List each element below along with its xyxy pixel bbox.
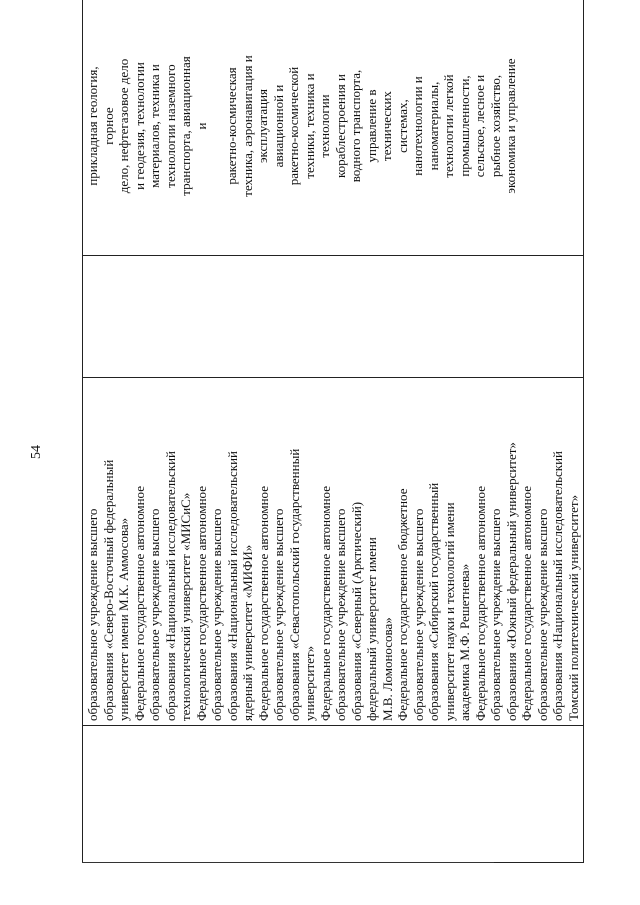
document-table-frame <box>82 33 581 863</box>
specialty-line: кораблестроения и <box>332 74 348 178</box>
specialty-line: технологии <box>317 94 332 158</box>
institution-line: образовательное учреждение высшего <box>271 508 286 721</box>
institution-line: образовательное учреждение высшего <box>147 508 162 721</box>
institution-line: Федеральное государственное автономное <box>472 486 488 721</box>
specialty-line: техники, техника и <box>301 73 317 179</box>
specialty-line: и геодезия, технологии <box>131 62 147 190</box>
specialty-line: экономика и управление <box>503 58 518 194</box>
institution-line: образования «Национальный исследовательский <box>550 450 565 721</box>
specialty-line: авиационной и <box>270 84 286 168</box>
institution-line: образовательное учреждение высшего <box>488 508 503 721</box>
specialty-line: прикладная геология, <box>85 66 100 186</box>
specialty-line: техника, аэронавигация и <box>239 55 255 197</box>
table-cell-specialties <box>83 0 584 256</box>
bottom-rule <box>82 862 494 863</box>
specialty-line: сельское, лесное и <box>472 74 487 178</box>
specialty-line: технологии легкой <box>441 74 456 178</box>
specialty-line: горное <box>100 107 116 145</box>
institution-line: университет» <box>302 645 317 721</box>
institution-line: М.В. Ломоносова» <box>379 617 395 721</box>
institution-line: Федеральное государственное автономное <box>519 486 534 721</box>
institution-line: образования «Северный (Арктический) <box>348 501 364 721</box>
institution-line: образования «Национальный исследовательский <box>162 450 178 721</box>
institution-line: Федеральное государственное автономное <box>255 486 271 721</box>
institution-line: образовательное учреждение высшего <box>534 508 550 721</box>
specialty-line: материалов, техника и <box>147 64 162 188</box>
specialty-line: наноматериалы, <box>425 81 441 171</box>
specialty-line: ракетно-космическая <box>224 67 239 185</box>
institution-line: академика М.Ф. Решетнева» <box>457 563 472 721</box>
institution-line: Федеральное государственное бюджетное <box>395 488 410 721</box>
specialty-line: технических <box>379 91 394 161</box>
institution-line: федеральный университет имени <box>364 537 379 721</box>
institution-line: образовательное учреждение высшего <box>209 508 224 721</box>
specialty-line: и <box>193 122 209 130</box>
institution-line: образования «Севастопольский государственный <box>286 448 302 721</box>
specialty-line: управление в <box>363 89 379 163</box>
specialty-line: дело, нефтегазовое дело <box>116 58 131 194</box>
specialty-line: промышленности, <box>456 75 472 177</box>
institution-line: образования «Национальный исследовательский <box>224 450 240 721</box>
institution-line: университет науки и технологий имени <box>441 502 457 721</box>
table-row <box>83 0 584 863</box>
institution-line: Томский политехнический университет» <box>565 494 581 721</box>
institution-line: образовательное учреждение высшего <box>333 508 348 721</box>
institution-line: образовательное учреждение высшего <box>85 508 100 721</box>
table-cell-empty-middle <box>83 256 584 378</box>
institution-line: технологический университет «МИСиС» <box>178 492 193 721</box>
specialty-line: эксплуатация <box>255 88 270 164</box>
specialty-line: транспорта, авиационная <box>178 56 193 196</box>
institution-line: Федеральное государственное автономное <box>193 486 209 721</box>
table-cell-institutions <box>83 378 584 726</box>
specialty-line: водного транспорта, <box>348 69 363 183</box>
specialty-line: нанотехнологии и <box>410 76 425 176</box>
specialty-line: технологии наземного <box>162 64 178 188</box>
institution-line: университет имени М.К. Аммосова» <box>116 517 131 721</box>
document-table <box>82 0 584 863</box>
specialty-line: рыбное хозяйство, <box>487 74 503 178</box>
table-cell-empty-left <box>83 726 584 863</box>
institution-line: образования «Южный федеральный университет» <box>503 442 519 721</box>
page-number: 54 <box>29 445 44 459</box>
institution-line: ядерный университет «МИФИ» <box>240 544 255 721</box>
institution-line: образования «Северо-Восточный федеральный <box>100 459 116 721</box>
institution-line: Федеральное государственное автономное <box>317 486 333 721</box>
institution-line: образовательное учреждение высшего <box>410 508 426 721</box>
specialty-line: ракетно-космической <box>286 66 301 186</box>
specialty-line: системах, <box>394 99 410 153</box>
institution-line: Федеральное государственное автономное <box>131 486 147 721</box>
institution-line: образования «Сибирский государственный <box>426 482 441 721</box>
